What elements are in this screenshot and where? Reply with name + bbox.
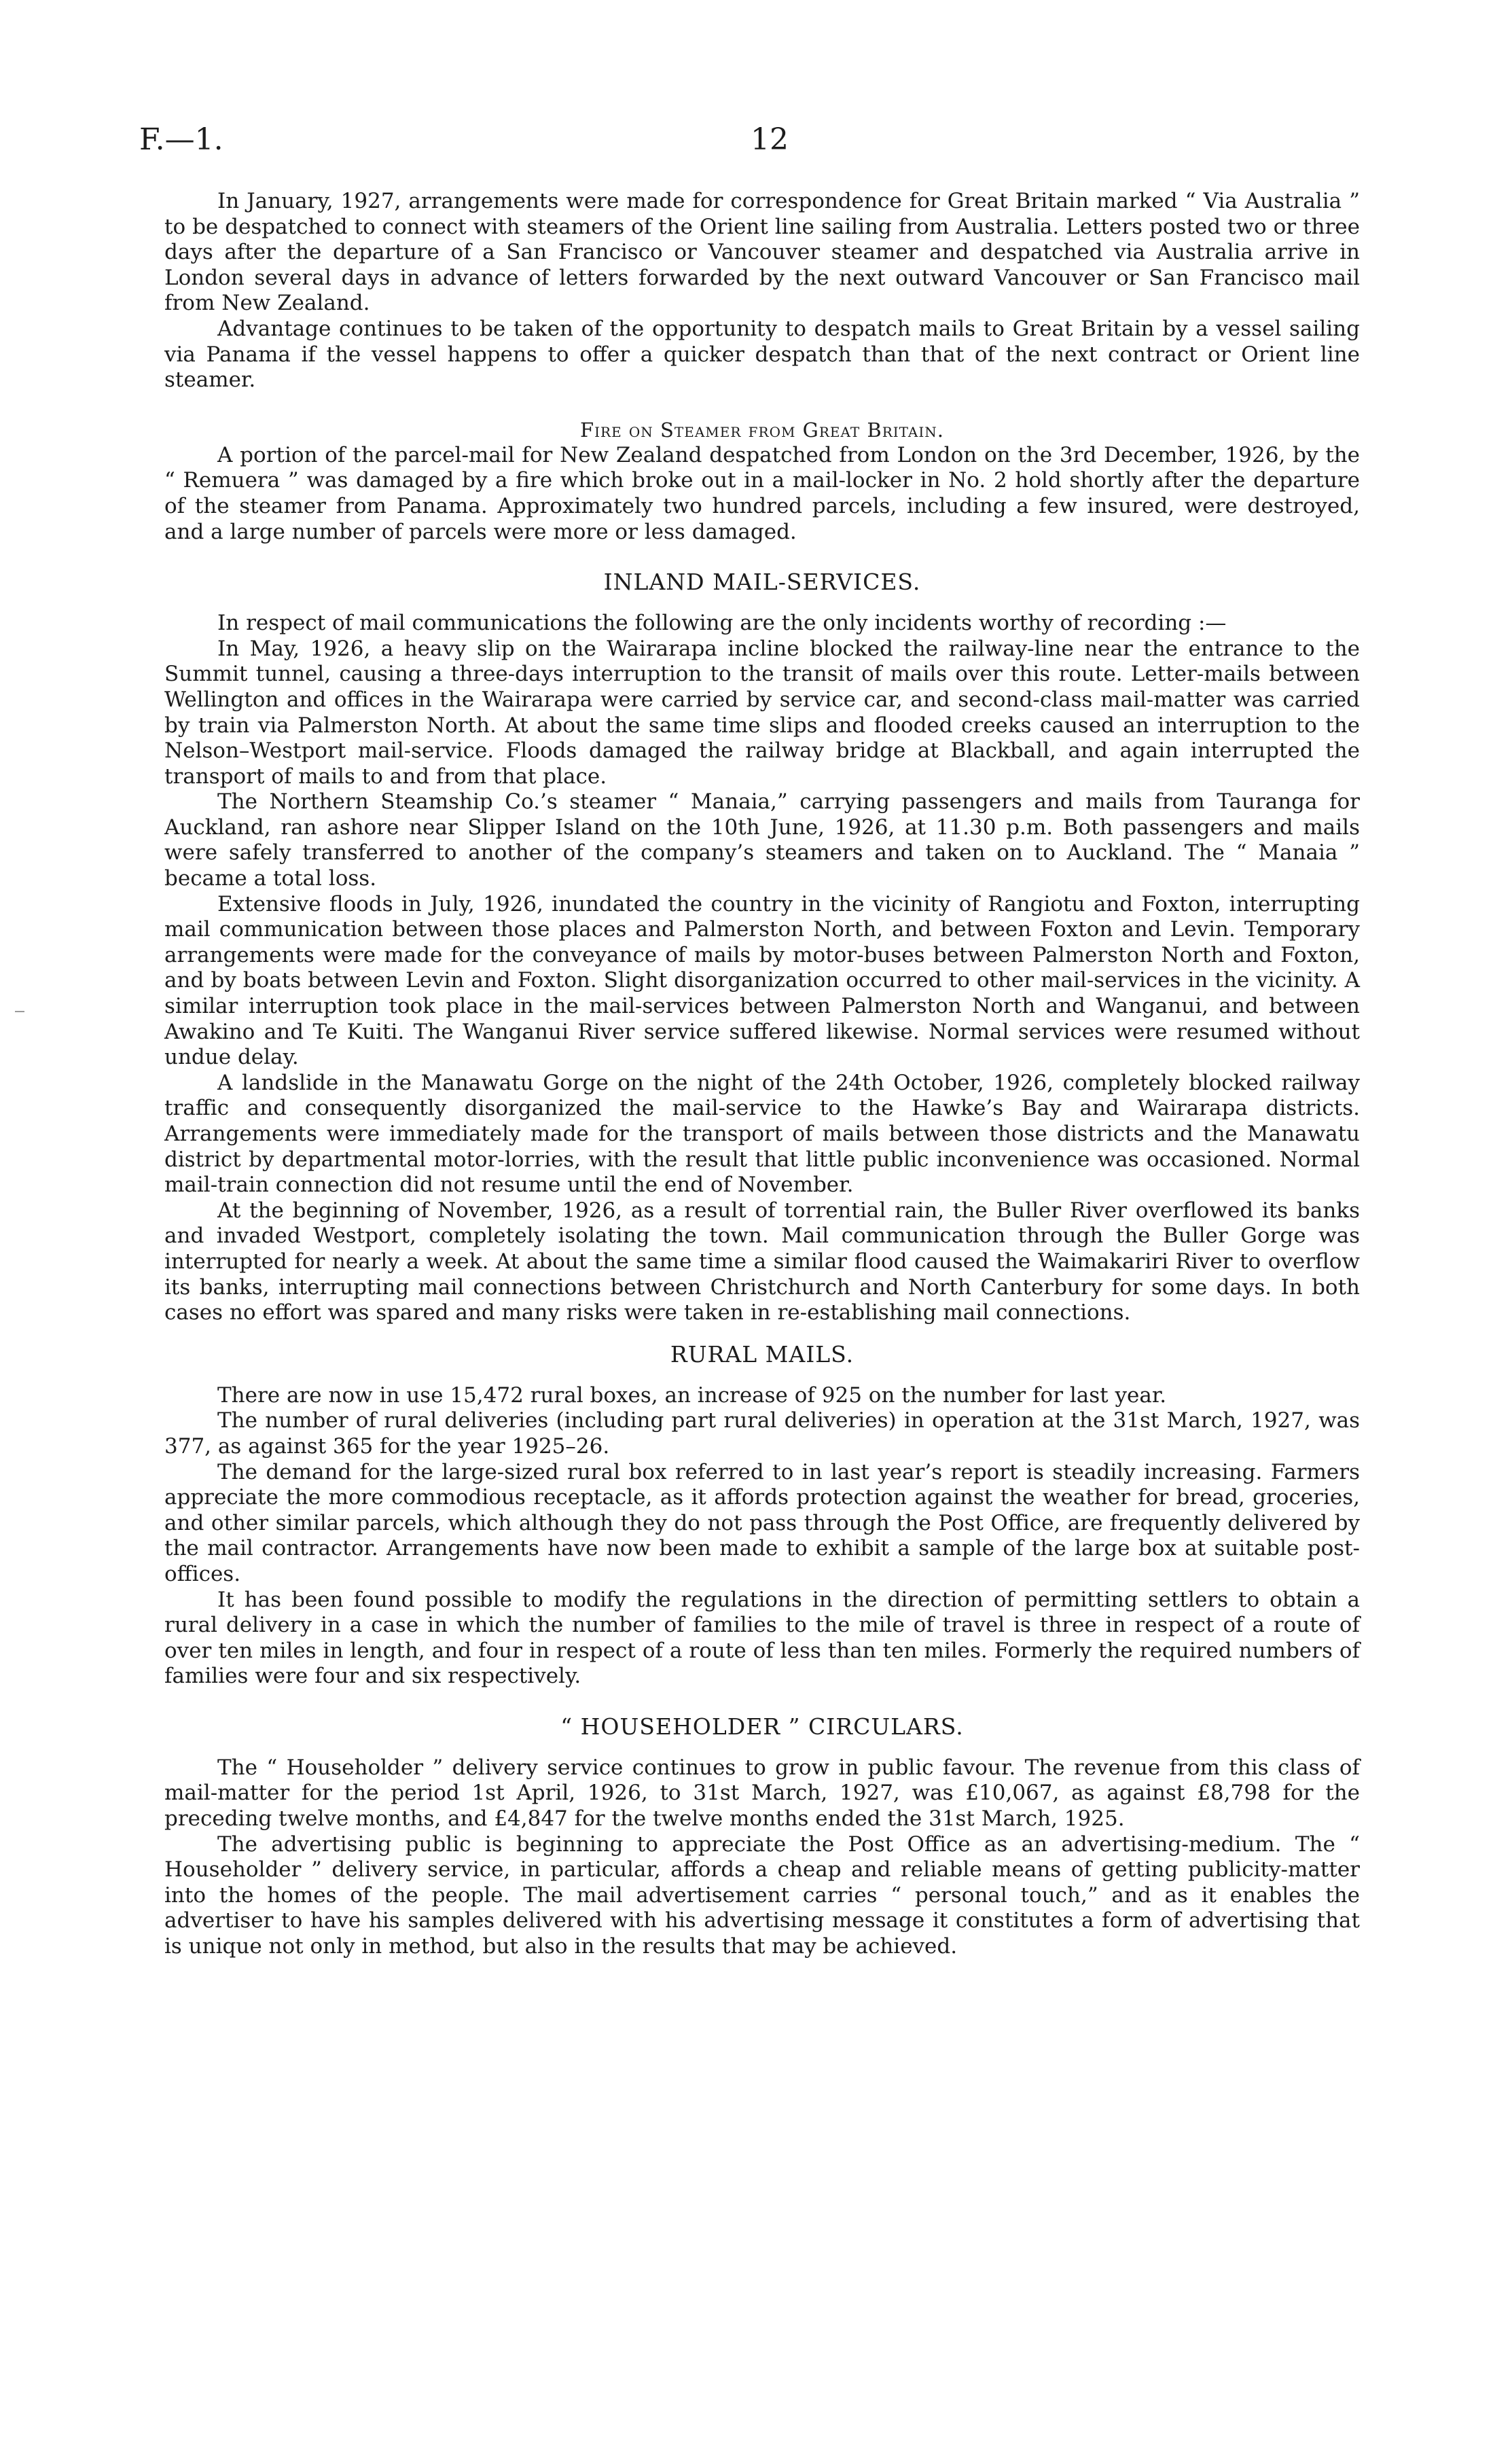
- paragraph: At the beginning of November, 1926, as a result of torrential rain, the Buller River overflowed its banks and invaded Westport, completely isolating the town. Mail communication through the Buller Gorge was interrupted for nearly a week. At about the same time a similar flood caused the Waimakariri River to overflow its banks, interrupting mail connections between Christchurch and North Canterbury for some days. In both cases no effort was spared and many risks were taken in re-establishing mail connections.: [164, 1198, 1360, 1325]
- spacer: [164, 1368, 1360, 1383]
- paragraph: Advantage continues to be taken of the opportunity to despatch mails to Great Britain by a vessel sailing via Panama if the vessel happens to offer a quicker despatch than that of the next contract or Orient line steamer.: [164, 316, 1360, 393]
- section-heading-rural: RURAL MAILS.: [670, 1340, 855, 1368]
- paragraph: The “ Householder ” delivery service continues to grow in public favour. The revenue from this class of mail-matter for the period 1st April, 1926, to 31st March, 1927, was £10,067, as against £8,798 for the preceding twelve months, and £4,847 for the twelve months ended the 31st March, 1925.: [164, 1755, 1360, 1832]
- section-heading-householder: “ HOUSEHOLDER ” CIRCULARS.: [560, 1713, 964, 1740]
- paragraph: It has been found possible to modify the regulations in the direction of permitting settlers to obtain a rural delivery in a case in which the number of families to the mile of travel is three in respect of a route of over ten miles in length, and four in respect of a route of less than ten miles. Formerly the required numbers of families were four and six respectively.: [164, 1587, 1360, 1689]
- spacer: [164, 1326, 1360, 1341]
- spacer: [164, 393, 1360, 417]
- spacer: [164, 596, 1360, 611]
- paragraph: A portion of the parcel-mail for New Zealand despatched from London on the 3rd December, 1926, by the “ Remuera ” was damaged by a fire which broke out in a mail-locker in No. 2 hold shortly after the departure of the steamer from Panama. Approximately two hundred parcels, including a few insured, were destroyed, and a large number of parcels were more or less damaged.: [164, 442, 1360, 544]
- spacer: [164, 1740, 1360, 1755]
- paragraph: The Northern Steamship Co.’s steamer “ Manaia,” carrying passengers and mails from Tauranga for Auckland, ran ashore near Slipper Island on the 10th June, 1926, at 11.30 p.m. Both passengers and mails were safely transferred to another of the company’s steamers and taken on to Auckland. The “ Manaia ” became a total loss.: [164, 789, 1360, 891]
- paragraph: There are now in use 15,472 rural boxes, an increase of 925 on the number for last year.: [217, 1382, 1167, 1408]
- paragraph: The number of rural deliveries (including part rural deliveries) in operation at the 31st March, 1927, was 377, as against 365 for the year 1925–26.: [164, 1408, 1360, 1459]
- document-body: [164, 189, 1360, 1960]
- document-reference: F.—1.: [139, 122, 223, 157]
- paragraph: In January, 1927, arrangements were made for correspondence for Great Britain marked “ Via Australia ” to be despatched to connect with steamers of the Orient line sailing from Australia. Letters posted two or three days after the departure of a San Francisco or Vancouver steamer and despatched via Australia arrive in London several days in advance of letters forwarded by the next outward Vancouver or San Francisco mail from New Zealand.: [164, 189, 1360, 316]
- page-header: [139, 122, 1362, 163]
- paragraph: A landslide in the Manawatu Gorge on the night of the 24th October, 1926, completely blocked railway traffic and consequently disorganized the mail-service to the Hawke’s Bay and Wairarapa districts. Arrangements were immediately made for the transport of mails between those districts and the Manawatu district by departmental motor-lorries, with the result that little public inconvenience was occasioned. Normal mail-train connection did not resume until the end of November.: [164, 1070, 1360, 1198]
- paragraph: In respect of mail communications the following are the only incidents worthy of recording :—: [217, 611, 1227, 636]
- paragraph: The demand for the large-sized rural box referred to in last year’s report is steadily increasing. Farmers appreciate the more commodious receptacle, as it affords protection against the weather for bread, groceries, and other similar parcels, which although they do not pass through the Post Office, are frequently delivered by the mail contractor. Arrangements have now been made to exhibit a sample of the large box at suitable post-offices.: [164, 1459, 1360, 1586]
- section-heading-fire: Fire on Steamer from Great Britain.: [580, 418, 944, 442]
- spacer: [164, 1690, 1360, 1713]
- paragraph: In May, 1926, a heavy slip on the Wairarapa incline blocked the railway-line near the entrance to the Summit tunnel, causing a three-days interruption to the transit of mails over this route. Letter-mails between Wellington and offices in the Wairarapa were carried by service car, and second-class mail-matter was carried by train via Palmerston North. At about the same time slips and flooded creeks caused an interruption to the Nelson–Westport mail-service. Floods damaged the railway bridge at Blackball, and again interrupted the transport of mails to and from that place.: [164, 636, 1360, 789]
- margin-mark: [15, 1011, 24, 1012]
- page-number: 12: [751, 122, 789, 157]
- spacer: [164, 545, 1360, 569]
- paragraph: Extensive floods in July, 1926, inundated the country in the vicinity of Rangiotu and Foxton, interrupting mail communication between those places and Palmerston North, and between Foxton and Levin. Temporary arrangements were made for the conveyance of mails by motor-buses between Palmerston North and Foxton, and by boats between Levin and Foxton. Slight disorganization occurred to other mail-services in the vicinity. A similar interruption took place in the mail-services between Palmerston North and Wanganui, and between Awakino and Te Kuiti. The Wanganui River service suffered likewise. Normal services were resumed without undue delay.: [164, 891, 1360, 1070]
- section-heading-inland: INLAND MAIL-SERVICES.: [603, 569, 921, 596]
- paragraph: The advertising public is beginning to appreciate the Post Office as an advertising-medium. The “ Householder ” delivery service, in particular, affords a cheap and reliable means of getting publicity-matter into the homes of the people. The mail advertisement carries “ personal touch,” and as it enables the advertiser to have his samples delivered with his advertising message it constitutes a form of advertising that is unique not only in method, but also in the results that may be achieved.: [164, 1832, 1360, 1959]
